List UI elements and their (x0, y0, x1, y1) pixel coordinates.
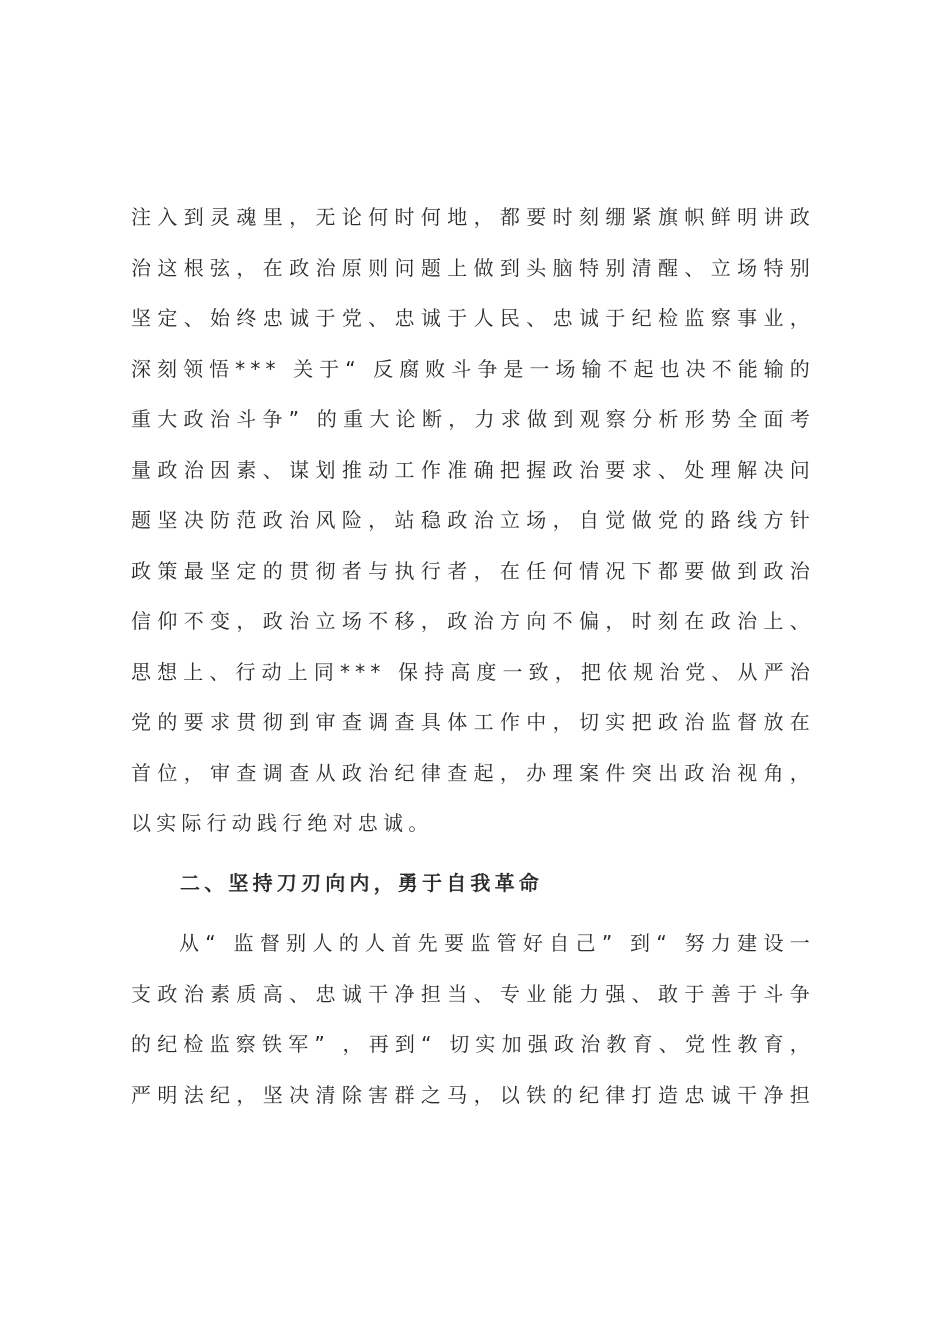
paragraph-line: 信仰不变，政治立场不移，政治方向不偏，时刻在政治上、 (131, 609, 815, 633)
paragraph-self-revolution (131, 918, 815, 1120)
paragraph-line: 的纪检监察铁军” ，再到“ 切实加强政治教育、党性教育， (131, 1032, 815, 1056)
paragraph-line: 重大政治斗争” 的重大论断，力求做到观察分析形势全面考 (131, 407, 815, 431)
paragraph-line: 量政治因素、谋划推动工作准确把握政治要求、处理解决问 (131, 457, 815, 482)
section-heading-block (131, 858, 815, 909)
paragraph-line: 党的要求贯彻到审查调查具体工作中，切实把政治监督放在 (131, 710, 815, 734)
paragraph-line: 政策最坚定的贯彻者与执行者，在任何情况下都要做到政治 (131, 558, 815, 583)
paragraph-loyalty (131, 192, 815, 849)
paragraph-line: 思想上、行动上同*** 保持高度一致，把依规治党、从严治 (131, 659, 815, 684)
paragraph-line: 题坚决防范政治风险，站稳政治立场，自觉做党的路线方针 (131, 508, 815, 532)
paragraph-line: 首位，审查调查从政治纪律查起，办理案件突出政治视角， (131, 760, 815, 785)
paragraph-line: 坚定、始终忠诚于党、忠诚于人民、忠诚于纪检监察事业， (131, 306, 815, 330)
section-heading: 二、坚持刀刃向内，勇于自我革命 (180, 871, 543, 895)
paragraph-line: 严明法纪，坚决清除害群之马，以铁的纪律打造忠诚干净担 (131, 1082, 815, 1107)
paragraph-line: 以实际行动践行绝对忠诚。 (131, 811, 434, 835)
paragraph-line: 治这根弦，在政治原则问题上做到头脑特别清醒、立场特别 (131, 255, 815, 280)
paragraph-line: 深刻领悟*** 关于“ 反腐败斗争是一场输不起也决不能输的 (131, 356, 815, 381)
paragraph-line: 从“ 监督别人的人首先要监管好自己” 到“ 努力建设一 (179, 931, 815, 955)
paragraph-line: 注入到灵魂里，无论何时何地，都要时刻绷紧旗帜鲜明讲政 (131, 205, 815, 229)
paragraph-line: 支政治素质高、忠诚干净担当、专业能力强、敢于善于斗争 (131, 981, 815, 1006)
